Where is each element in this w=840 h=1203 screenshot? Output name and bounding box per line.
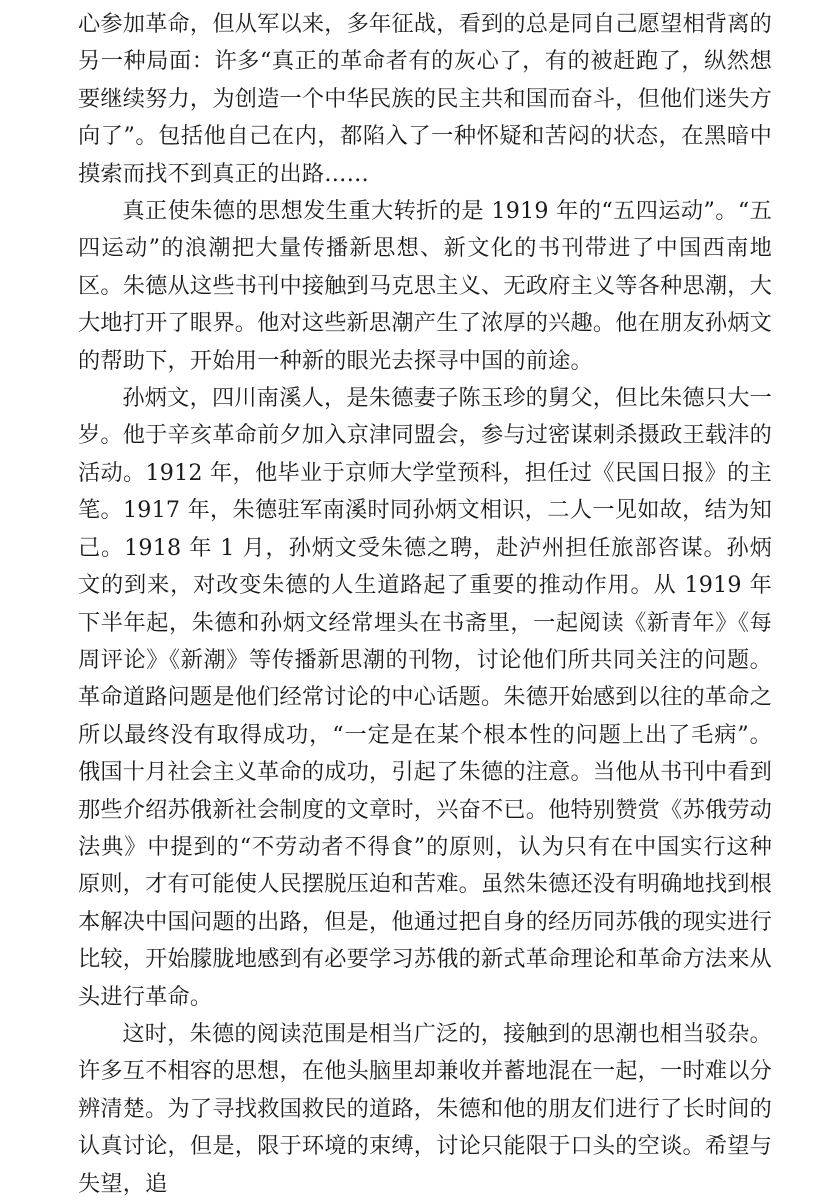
paragraph-4: 这时，朱德的阅读范围是相当广泛的，接触到的思潮也相当驳杂。许多互不相容的思想，在他头脑里却兼收并蓄地混在一起，一时难以分辨清楚。为了寻找救国救民的道路，朱德和他的朋友们进行了长时间的认真讨论，但是，限于环境的束缚，讨论只能限于口头的空谈。希望与失望，追 (78, 1020, 773, 1197)
document-body (78, 6, 772, 1203)
paragraph-2: 真正使朱德的思想发生重大转折的是 1919 年的“五四运动”。“五四运动”的浪潮把大量传播新思想、新文化的书刊带进了中国西南地区。朱德从这些书刊中接触到马克思主义、无政府主义等各种思潮，大大地打开了眼界。他对这些新思潮产生了浓厚的兴趣。他在朋友孙炳文的帮助下，开始用一种新的眼光去探寻中国的前途。 (78, 198, 773, 374)
paragraph-3: 孙炳文，四川南溪人，是朱德妻子陈玉珍的舅父，但比朱德只大一岁。他于辛亥革命前夕加入京津同盟会，参与过密谋刺杀摄政王载沣的活动。1912 年，他毕业于京师大学堂预科，担任过《民国日报》的主笔。1917 年，朱德驻军南溪时同孙炳文相识，二人一见如故，结为知己。1918 年 1 月，孙炳文受朱德之聘，赴泸州担任旅部咨谋。孙炳文的到来，对改变朱德的人生道路起了重要的推动作用。从 1919 年下半年起，朱德和孙炳文经常埋头在书斋里，一起阅读《新青年》《每周评论》《新潮》等传播新思潮的刊物，讨论他们所共同关注的问题。革命道路问题是他们经常讨论的中心话题。朱德开始感到以往的革命之所以最终没有取得成功，“一定是在某个根本性的问题上出了毛病”。俄国十月社会主义革命的成功，引起了朱德的注意。当他从书刊中看到那些介绍苏俄新社会制度的文章时，兴奋不已。他特别赞赏《苏俄劳动法典》中提到的“不劳动者不得食”的原则，认为只有在中国实行这种原则，才有可能使人民摆脱压迫和苦难。虽然朱德还没有明确地找到根本解决中国问题的出路，但是，他通过把自身的经历同苏俄的现实进行比较，开始朦胧地感到有必要学习苏俄的新式革命理论和革命方法来从头进行革命。 (78, 385, 773, 1010)
paragraph-1: 心参加革命，但从军以来，多年征战，看到的总是同自己愿望相背离的另一种局面：许多“真正的革命者有的灰心了，有的被赶跑了，纵然想要继续努力，为创造一个中华民族的民主共和国而奋斗，但他们迷失方向了”。包括他自己在内，都陷入了一种怀疑和苦闷的状态，在黑暗中摸索而找不到真正的出路…… (78, 11, 773, 187)
